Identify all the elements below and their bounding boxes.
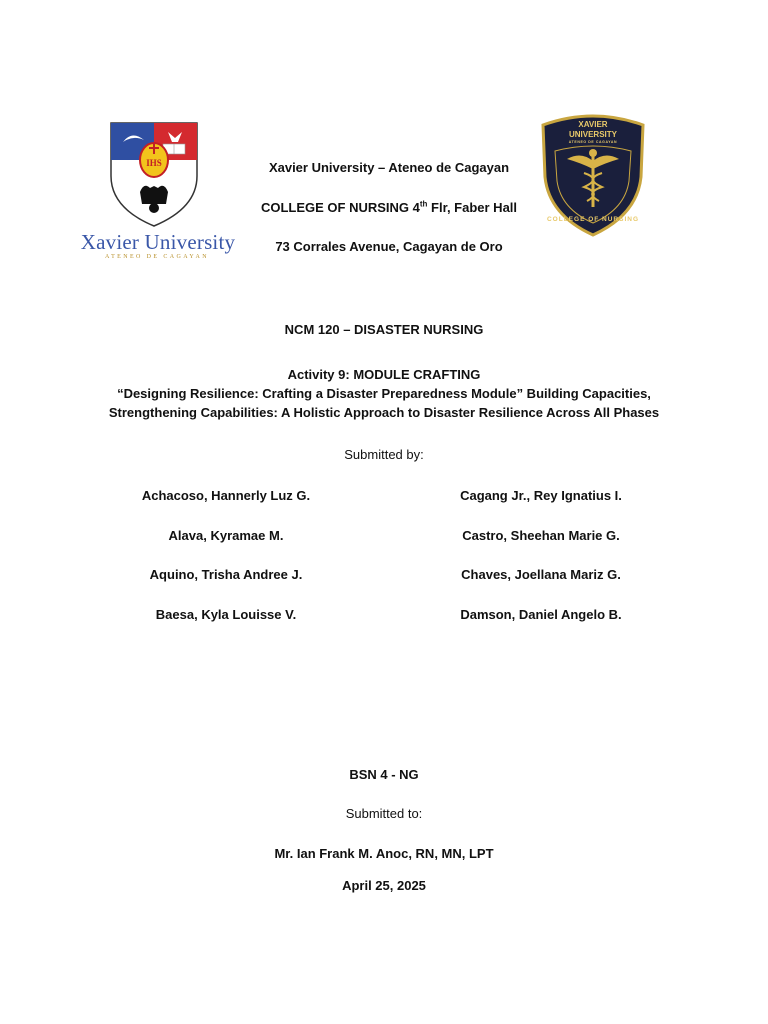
section-label: BSN 4 - NG (349, 767, 419, 782)
student-name: Baesa, Kyla Louisse V. (155, 607, 297, 622)
shield-ihs-text: IHS (146, 158, 162, 168)
xavier-university-logo (78, 120, 238, 265)
xu-wordmark-sub: ATENEO DE CAGAYAN (105, 254, 209, 260)
student-name: Aquino, Trisha Andree J. (149, 567, 303, 582)
activity-subtitle-line1: “Designing Resilience: Crafting a Disaster Preparedness Module” Building Capacities, (117, 386, 651, 401)
seal-text-ateneo: ATENEO DE CAGAYAN (568, 140, 618, 144)
activity-subtitle-line2: Strengthening Capabilities: A Holistic Approach to Disaster Resilience Across All Phases (108, 405, 660, 420)
college-name: COLLEGE OF NURSING 4 (260, 200, 420, 215)
activity-title: Activity 9: MODULE CRAFTING (287, 367, 481, 382)
student-name: Castro, Sheehan Marie G. (462, 528, 620, 543)
university-name: Xavier University – Ateneo de Cagayan (268, 160, 510, 175)
submission-date: April 25, 2025 (342, 878, 426, 893)
xu-shield-icon (78, 120, 238, 230)
submitted-to-label: Submitted to: (345, 806, 423, 821)
submitted-by-label: Submitted by: (344, 447, 424, 462)
student-name: Achacoso, Hannerly Luz G. (141, 488, 311, 503)
student-name: Damson, Daniel Angelo B. (460, 607, 622, 622)
student-name: Alava, Kyramae M. (168, 528, 284, 543)
seal-text-college: COLLEGE OF NURSING (546, 216, 640, 223)
college-of-nursing-seal (537, 111, 649, 237)
course-title: NCM 120 – DISASTER NURSING (284, 322, 484, 337)
student-name: Chaves, Joellana Mariz G. (461, 567, 621, 582)
seal-text-university: UNIVERSITY (568, 130, 617, 139)
floor-superscript: th (419, 199, 428, 209)
student-name: Cagang Jr., Rey Ignatius I. (460, 488, 622, 503)
instructor-name: Mr. Ian Frank M. Anoc, RN, MN, LPT (274, 846, 494, 861)
seal-text-xavier: XAVIER (578, 120, 608, 129)
college-building: Flr, Faber Hall (427, 200, 518, 215)
college-line (246, 200, 532, 215)
university-address: 73 Corrales Avenue, Cagayan de Oro (275, 239, 503, 254)
xu-wordmark: Xavier University (80, 230, 236, 254)
